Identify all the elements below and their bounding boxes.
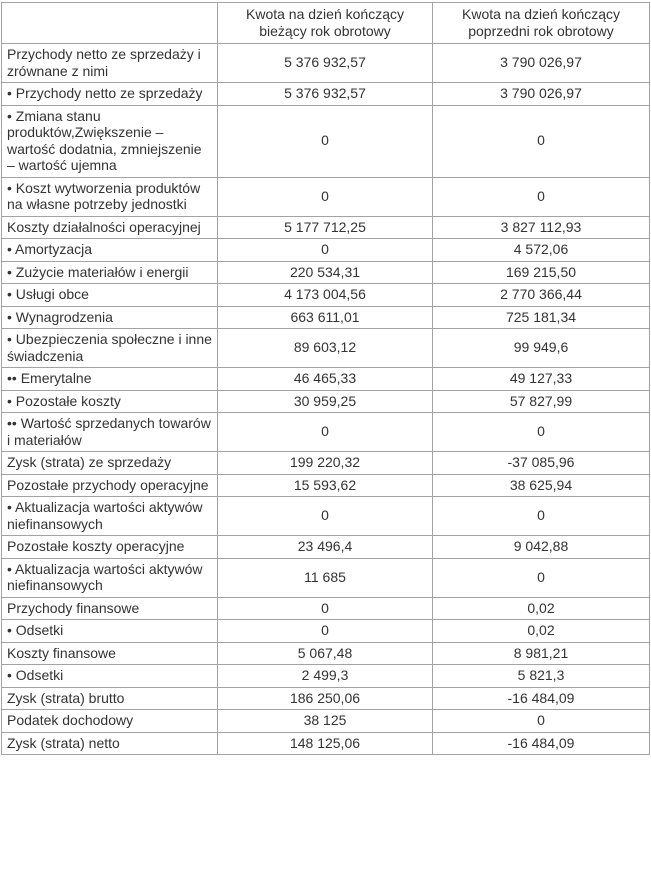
table-row: [2, 687, 650, 710]
row-value-previous: 4 572,06: [433, 239, 650, 262]
table-row: [2, 474, 650, 497]
row-label: Zysk (strata) ze sprzedaży: [2, 452, 218, 475]
row-value-previous: 3 790 026,97: [433, 44, 650, 83]
table-row: [2, 368, 650, 391]
table-row: [2, 329, 650, 368]
table-row: [2, 710, 650, 733]
row-label: Przychody netto ze sprzedaży i zrównane z nimi: [2, 44, 218, 83]
row-value-previous: 0: [433, 558, 650, 597]
row-label: Zysk (strata) netto: [2, 732, 218, 755]
row-value-current: 5 376 932,57: [218, 44, 433, 83]
row-value-previous: 3 827 112,93: [433, 216, 650, 239]
row-label: • Odsetki: [2, 620, 218, 643]
row-value-current: 2 499,3: [218, 665, 433, 688]
row-value-current: 5 067,48: [218, 642, 433, 665]
header-previous-year: Kwota na dzień kończący poprzedni rok obrotowy: [433, 3, 650, 44]
row-value-current: 199 220,32: [218, 452, 433, 475]
row-value-previous: 0,02: [433, 620, 650, 643]
row-value-previous: 0: [433, 177, 650, 216]
row-value-current: 5 376 932,57: [218, 83, 433, 106]
row-value-current: 0: [218, 413, 433, 452]
table-row: [2, 390, 650, 413]
row-value-previous: 0: [433, 105, 650, 177]
row-label: Koszty finansowe: [2, 642, 218, 665]
row-label: • Usługi obce: [2, 284, 218, 307]
row-label: Podatek dochodowy: [2, 710, 218, 733]
row-label: • Wynagrodzenia: [2, 306, 218, 329]
row-value-previous: 8 981,21: [433, 642, 650, 665]
row-value-previous: 169 215,50: [433, 261, 650, 284]
table-row: [2, 306, 650, 329]
row-value-current: 15 593,62: [218, 474, 433, 497]
table-row: [2, 665, 650, 688]
row-value-current: 23 496,4: [218, 536, 433, 559]
row-label: • Koszt wytworzenia produktów na własne potrzeby jednostki: [2, 177, 218, 216]
table-row: [2, 239, 650, 262]
table-body: [2, 44, 650, 755]
row-value-current: 0: [218, 105, 433, 177]
row-value-current: 148 125,06: [218, 732, 433, 755]
row-value-current: 0: [218, 177, 433, 216]
row-value-previous: 0: [433, 413, 650, 452]
row-value-current: 4 173 004,56: [218, 284, 433, 307]
header-row: [2, 3, 650, 44]
row-label: • Aktualizacja wartości aktywów niefinansowych: [2, 497, 218, 536]
row-label: • Przychody netto ze sprzedaży: [2, 83, 218, 106]
table-row: [2, 177, 650, 216]
row-label: Przychody finansowe: [2, 597, 218, 620]
row-value-current: 30 959,25: [218, 390, 433, 413]
row-value-current: 0: [218, 597, 433, 620]
row-label: Koszty działalności operacyjnej: [2, 216, 218, 239]
table-row: [2, 597, 650, 620]
row-value-current: 663 611,01: [218, 306, 433, 329]
row-label: • Amortyzacja: [2, 239, 218, 262]
row-label: •• Emerytalne: [2, 368, 218, 391]
financial-statement-table: [1, 2, 650, 755]
table-row: [2, 536, 650, 559]
row-value-previous: 0: [433, 497, 650, 536]
table-row: [2, 284, 650, 307]
row-value-previous: 9 042,88: [433, 536, 650, 559]
row-value-previous: -16 484,09: [433, 687, 650, 710]
row-value-current: 11 685: [218, 558, 433, 597]
row-label: • Aktualizacja wartości aktywów niefinansowych: [2, 558, 218, 597]
table-row: [2, 642, 650, 665]
row-value-previous: -16 484,09: [433, 732, 650, 755]
table-row: [2, 620, 650, 643]
header-current-year: Kwota na dzień kończący bieżący rok obrotowy: [218, 3, 433, 44]
row-value-current: 89 603,12: [218, 329, 433, 368]
row-value-current: 0: [218, 497, 433, 536]
row-label: Zysk (strata) brutto: [2, 687, 218, 710]
row-value-current: 46 465,33: [218, 368, 433, 391]
row-value-current: 5 177 712,25: [218, 216, 433, 239]
table-row: [2, 261, 650, 284]
table-row: [2, 732, 650, 755]
row-value-previous: 2 770 366,44: [433, 284, 650, 307]
row-value-previous: -37 085,96: [433, 452, 650, 475]
row-value-previous: 38 625,94: [433, 474, 650, 497]
row-label: • Pozostałe koszty: [2, 390, 218, 413]
row-value-previous: 57 827,99: [433, 390, 650, 413]
row-value-previous: 49 127,33: [433, 368, 650, 391]
row-value-current: 186 250,06: [218, 687, 433, 710]
row-label: • Zużycie materiałów i energii: [2, 261, 218, 284]
row-label: Pozostałe koszty operacyjne: [2, 536, 218, 559]
row-label: •• Wartość sprzedanych towarów i materiałów: [2, 413, 218, 452]
table-row: [2, 83, 650, 106]
table-row: [2, 216, 650, 239]
table-row: [2, 452, 650, 475]
table-row: [2, 44, 650, 83]
header-empty-cell: [2, 3, 218, 44]
row-value-current: 0: [218, 239, 433, 262]
row-value-previous: 5 821,3: [433, 665, 650, 688]
table-row: [2, 413, 650, 452]
row-value-current: 38 125: [218, 710, 433, 733]
row-value-previous: 0: [433, 710, 650, 733]
row-label: Pozostałe przychody operacyjne: [2, 474, 218, 497]
row-value-previous: 99 949,6: [433, 329, 650, 368]
row-label: • Ubezpieczenia społeczne i inne świadczenia: [2, 329, 218, 368]
row-value-current: 220 534,31: [218, 261, 433, 284]
table-row: [2, 558, 650, 597]
row-value-current: 0: [218, 620, 433, 643]
row-value-previous: 0,02: [433, 597, 650, 620]
row-value-previous: 3 790 026,97: [433, 83, 650, 106]
row-value-previous: 725 181,34: [433, 306, 650, 329]
table-row: [2, 105, 650, 177]
table-row: [2, 497, 650, 536]
row-label: • Zmiana stanu produktów,Zwiększenie – wartość dodatnia, zmniejszenie – wartość ujemna: [2, 105, 218, 177]
row-label: • Odsetki: [2, 665, 218, 688]
